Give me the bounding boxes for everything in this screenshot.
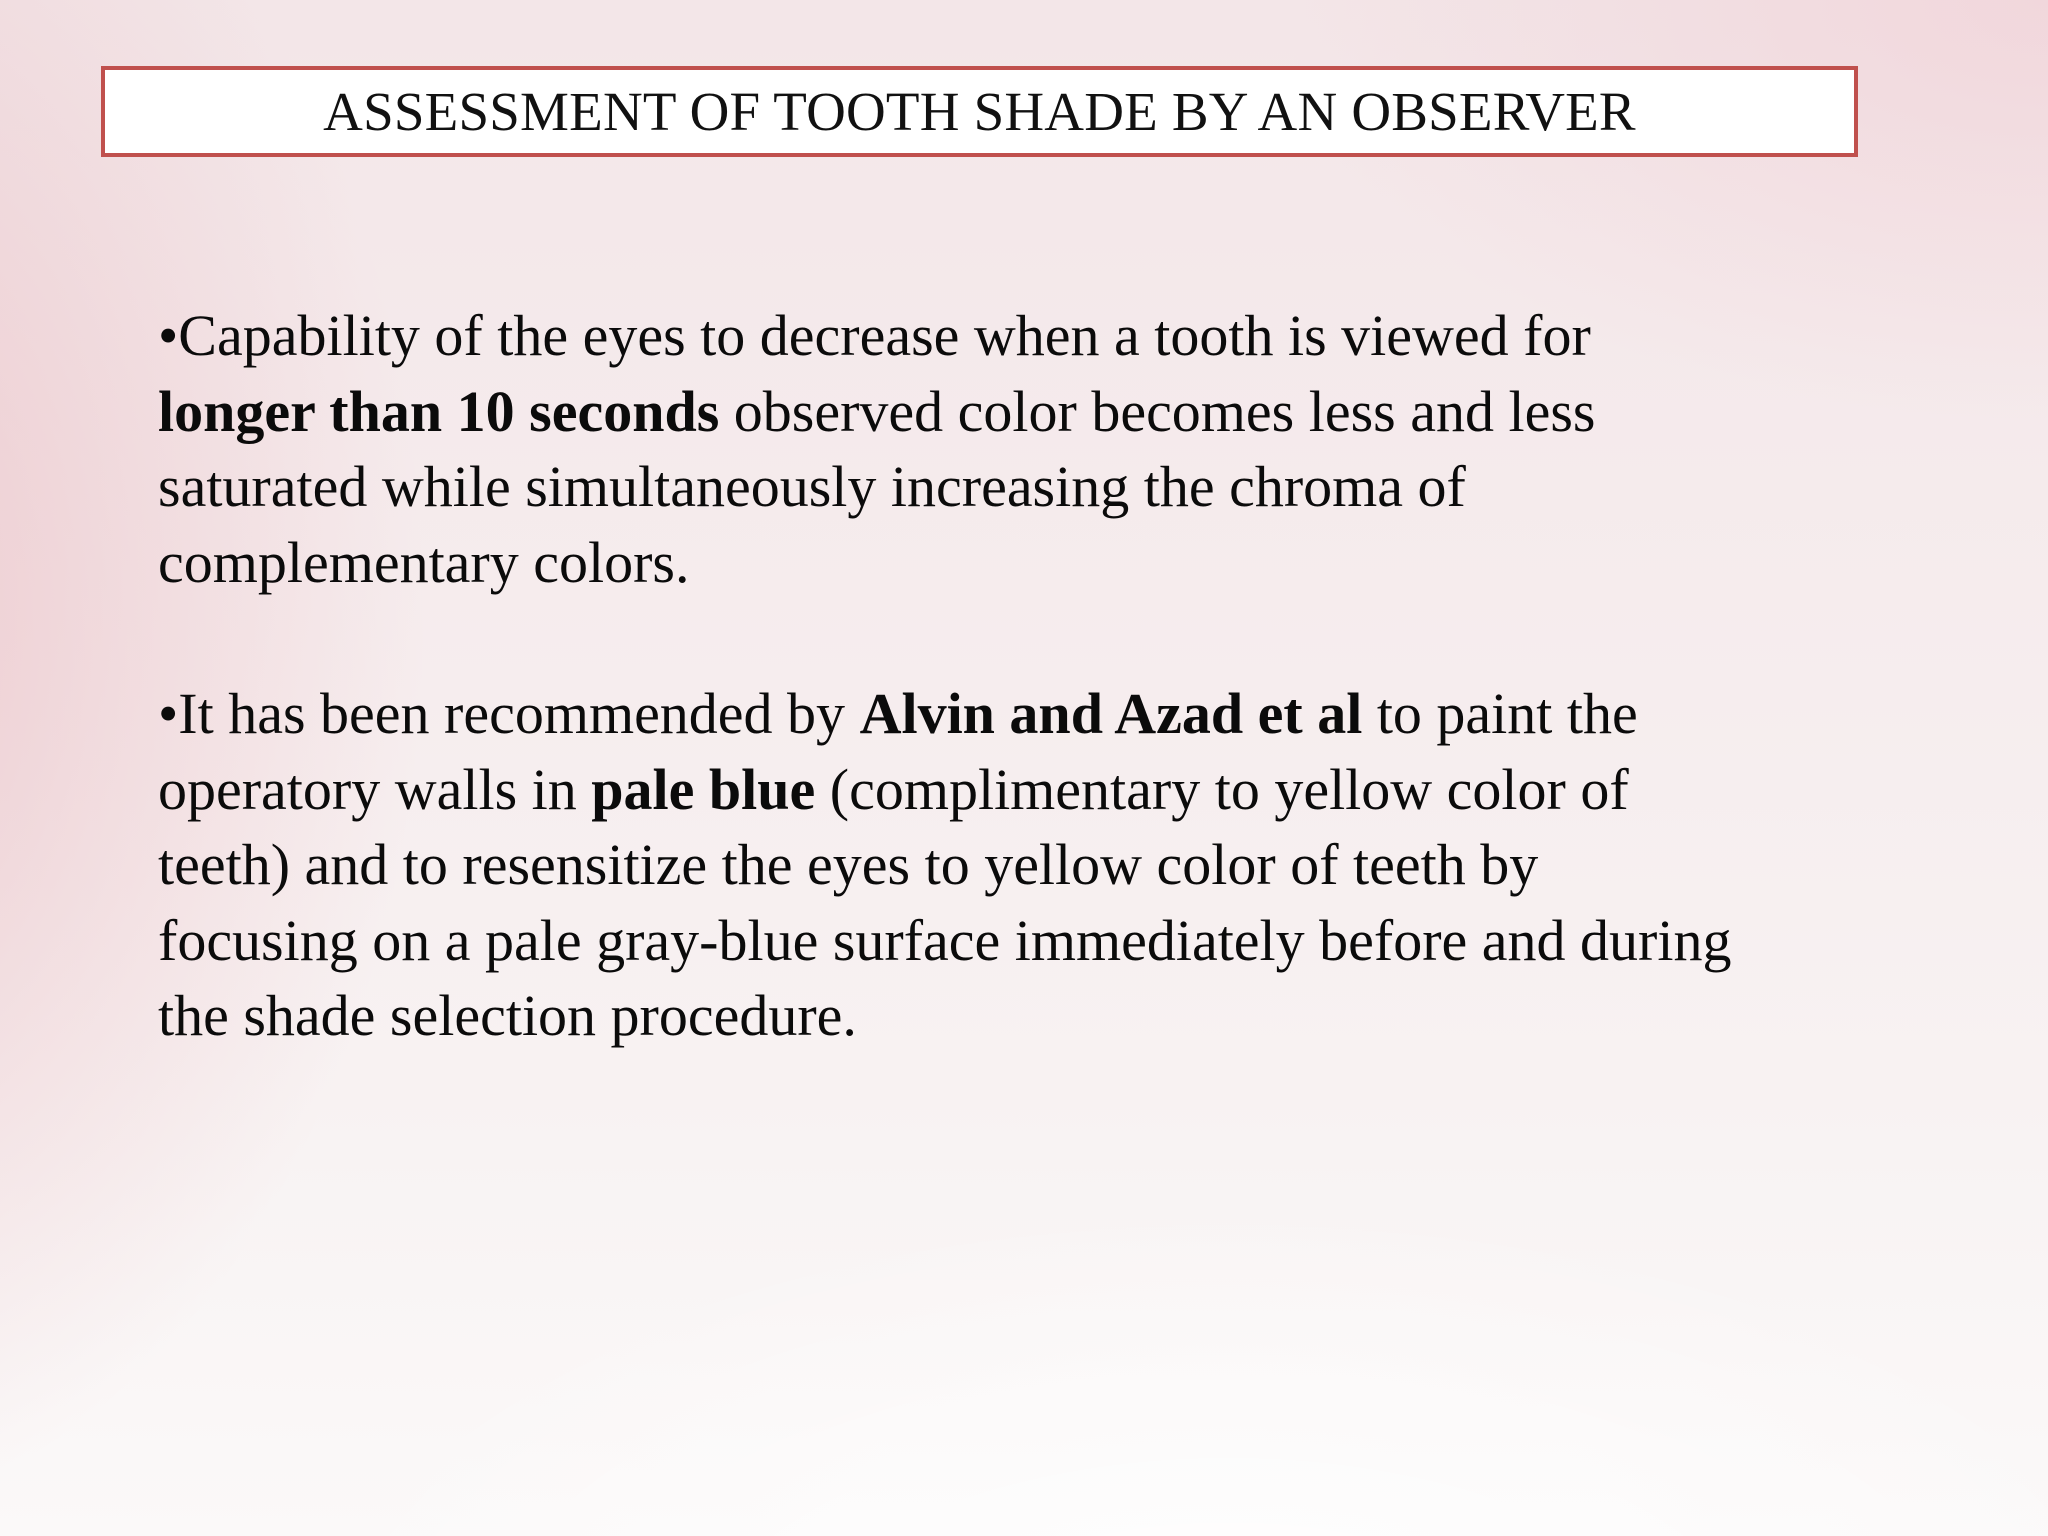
text-run: •It has been recommended by bbox=[158, 681, 860, 746]
text-run: the shade selection procedure. bbox=[158, 983, 857, 1048]
text-line bbox=[158, 752, 1858, 828]
text-run: observed color becomes less and less bbox=[719, 378, 1596, 444]
text-run: (complimentary to yellow color of bbox=[815, 756, 1629, 822]
bullet-paragraph bbox=[158, 298, 1858, 600]
text-line bbox=[158, 827, 1858, 903]
text-line bbox=[158, 374, 1858, 450]
bold-text-run: Alvin and Azad et al bbox=[859, 681, 1363, 746]
slide-title: ASSESSMENT OF TOOTH SHADE BY AN OBSERVER bbox=[323, 81, 1636, 142]
text-run: operatory walls in bbox=[158, 756, 592, 822]
text-run: to paint the bbox=[1362, 681, 1638, 746]
text-run: •Capability of the eyes to decrease when a tooth is viewed for bbox=[158, 303, 1591, 368]
bullet-paragraph bbox=[158, 676, 1858, 1054]
text-line bbox=[158, 525, 1858, 601]
title-box bbox=[101, 66, 1858, 157]
text-run: teeth) and to resensitize the eyes to yellow color of teeth by bbox=[158, 832, 1539, 897]
text-line bbox=[158, 298, 1858, 374]
text-run: focusing on a pale gray-blue surface immediately before and during bbox=[158, 907, 1732, 973]
text-run: complementary colors. bbox=[158, 529, 690, 595]
text-line bbox=[158, 903, 1858, 979]
bold-text-run: pale blue bbox=[591, 756, 816, 822]
text-line bbox=[158, 449, 1858, 525]
text-line bbox=[158, 676, 1858, 752]
bold-text-run: longer than 10 seconds bbox=[158, 378, 720, 444]
text-line bbox=[158, 978, 1858, 1054]
text-run: saturated while simultaneously increasing the chroma of bbox=[158, 454, 1466, 519]
slide-body bbox=[158, 298, 1858, 1054]
